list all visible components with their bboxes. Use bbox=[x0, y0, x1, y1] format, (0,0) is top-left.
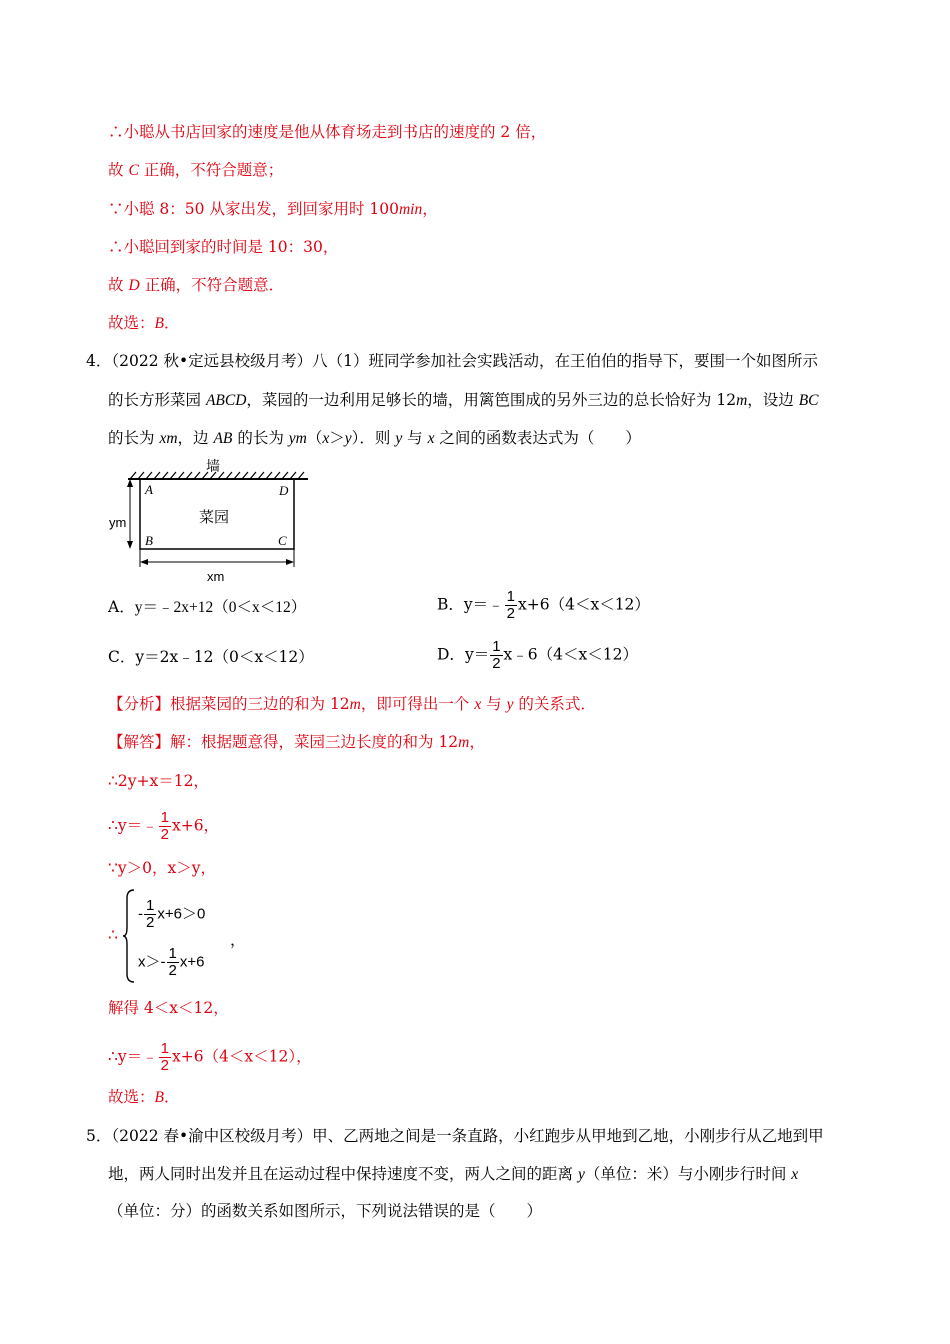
analysis-text: ，即可得出一个 bbox=[360, 695, 475, 713]
fraction-denominator: 2 bbox=[160, 1057, 169, 1074]
option-b[interactable] bbox=[437, 589, 650, 622]
wall-label: 墙 bbox=[206, 458, 220, 474]
question-text: 之间的函数表达式为（ ） bbox=[434, 429, 641, 447]
solution-var: D bbox=[128, 277, 140, 294]
question-var: xm bbox=[159, 430, 178, 447]
solution-step-1 bbox=[108, 771, 209, 791]
analysis-text: 与 bbox=[481, 695, 507, 713]
solution-header-line bbox=[108, 732, 485, 753]
question-number: 5． bbox=[86, 1127, 112, 1145]
therefore-symbol: ∴ bbox=[108, 926, 118, 944]
solution-text: 故 bbox=[108, 276, 129, 294]
option-b-fraction bbox=[505, 589, 517, 622]
question-text: （ bbox=[306, 429, 323, 447]
solution-text: ∴2y+x＝12， bbox=[108, 772, 209, 790]
answer-var: B bbox=[154, 315, 164, 332]
question-var: y bbox=[577, 1166, 585, 1183]
question-text: ，边 bbox=[177, 429, 214, 447]
solution-step-4 bbox=[108, 998, 229, 1018]
question-text: 的长为 bbox=[108, 429, 160, 447]
question-text: （单位：分）的函数关系如图所示，下列说法错误的是（ ） bbox=[108, 1202, 543, 1220]
analysis-var: m bbox=[349, 696, 361, 713]
question-var: ABCD bbox=[205, 392, 247, 409]
question-text: （2022 秋•定远县校级月考）八（1）班同学参加社会实践活动，在王伯伯的指导下，要围一个如图所示 bbox=[111, 352, 819, 370]
option-a-text: y＝﹣2x+12（0＜x＜12） bbox=[134, 599, 307, 616]
solution-var: m bbox=[458, 734, 470, 751]
solution-text: ∴小聪回到家的时间是 10：30， bbox=[108, 238, 339, 256]
inequality-text: x+6 bbox=[179, 953, 205, 971]
garden-diagram-svg bbox=[108, 457, 308, 585]
solution-fraction bbox=[159, 1041, 171, 1074]
solution-step-2 bbox=[108, 810, 219, 843]
question-text: ）．则 bbox=[351, 429, 396, 447]
height-arrow-bottom bbox=[127, 541, 133, 549]
option-a-label: A． bbox=[108, 598, 135, 616]
solution-text: ∵小聪 8：50 从家出发，到回家用时 100 bbox=[108, 200, 399, 218]
height-label: ym bbox=[109, 515, 127, 530]
solution-tag: 【解答】 bbox=[108, 733, 171, 751]
question-text: （单位：米）与小刚步行时间 bbox=[584, 1165, 792, 1183]
option-a[interactable] bbox=[108, 597, 306, 618]
height-arrow-top bbox=[127, 479, 133, 487]
question-text: ，设边 bbox=[747, 391, 799, 409]
answer-text: ． bbox=[163, 1088, 180, 1106]
answer-text: 故选： bbox=[108, 314, 155, 332]
fraction-numerator: 1 bbox=[160, 809, 169, 826]
solution-line bbox=[108, 275, 284, 296]
answer-var: B bbox=[154, 1089, 164, 1106]
solution-step-3 bbox=[108, 858, 216, 878]
question-5-line3 bbox=[108, 1201, 542, 1221]
solution-step-5 bbox=[108, 1041, 312, 1074]
solution-fraction bbox=[159, 810, 171, 843]
question-4-line2 bbox=[108, 390, 819, 411]
solution-line bbox=[108, 160, 283, 181]
system-brace bbox=[122, 888, 136, 984]
solution-text: 正确，不符合题意； bbox=[138, 161, 284, 179]
fraction-denominator: 2 bbox=[146, 914, 155, 931]
fraction-numerator: 1 bbox=[506, 588, 515, 605]
analysis-line bbox=[108, 694, 596, 715]
option-d-post: x﹣6（4＜x＜12） bbox=[503, 645, 638, 664]
question-var: y bbox=[395, 430, 403, 447]
garden-diagram bbox=[108, 457, 308, 585]
inequality-text: x+6＞0 bbox=[157, 905, 206, 923]
question-text: 的长方形菜园 bbox=[108, 391, 206, 409]
solution-text: ， bbox=[469, 733, 485, 751]
option-d-label: D． bbox=[437, 645, 465, 664]
system-comma: ， bbox=[230, 931, 246, 949]
option-d-pre: y＝ bbox=[464, 645, 490, 664]
analysis-tag: 【分析】 bbox=[108, 695, 171, 713]
answer-text: 故选： bbox=[108, 1088, 155, 1106]
vertex-B: B bbox=[145, 533, 153, 548]
question-var: y bbox=[344, 430, 352, 447]
question-text: 与 bbox=[402, 429, 428, 447]
option-d-fraction bbox=[490, 639, 502, 672]
fraction-numerator: 1 bbox=[160, 1040, 169, 1057]
option-c-label: C． bbox=[108, 648, 136, 666]
answer-text: ． bbox=[163, 314, 180, 332]
inequality-system bbox=[108, 888, 248, 984]
inequality-row-2 bbox=[138, 946, 204, 979]
solution-line bbox=[108, 122, 546, 142]
option-b-label: B． bbox=[437, 595, 464, 614]
solution-text: ∵y＞0，x＞y， bbox=[108, 859, 216, 877]
solution-text: ∴小聪从书店回家的速度是他从体育场走到书店的速度的 2 倍， bbox=[108, 123, 547, 141]
fraction-numerator: 1 bbox=[168, 945, 177, 962]
fraction-denominator: 2 bbox=[506, 605, 515, 622]
option-c-text: y＝2x﹣12（0＜x＜12） bbox=[135, 648, 314, 666]
option-c[interactable] bbox=[108, 647, 314, 667]
question-text: （2022 春•渝中区校级月考）甲、乙两地之间是一条直路，小红跑步从甲地到乙地，小刚步行从乙地到甲 bbox=[111, 1127, 824, 1145]
question-5-line2 bbox=[108, 1164, 798, 1185]
answer-line bbox=[108, 1087, 180, 1108]
solution-line bbox=[108, 199, 438, 220]
fraction-numerator: 1 bbox=[492, 638, 501, 655]
analysis-text: 的关系式． bbox=[513, 695, 596, 713]
inequality-fraction bbox=[167, 946, 179, 979]
width-arrow-right bbox=[286, 559, 294, 565]
solution-var: C bbox=[128, 162, 139, 179]
solution-text: x+6（4＜x＜12）， bbox=[171, 1047, 312, 1066]
width-arrow-left bbox=[140, 559, 148, 565]
inequality-fraction bbox=[144, 898, 156, 931]
question-var: x bbox=[791, 1166, 799, 1183]
question-number: 4． bbox=[86, 352, 112, 370]
question-var: m bbox=[736, 392, 748, 409]
analysis-var: x bbox=[474, 696, 482, 713]
question-var: x bbox=[427, 430, 435, 447]
solution-text: ， bbox=[422, 200, 438, 218]
answer-line bbox=[108, 313, 180, 334]
question-var: AB bbox=[213, 430, 233, 447]
inequality-text: x＞- bbox=[138, 953, 166, 971]
question-5-line1 bbox=[86, 1126, 824, 1146]
option-b-pre: y＝﹣ bbox=[463, 595, 504, 614]
fraction-denominator: 2 bbox=[492, 655, 501, 672]
vertex-D: D bbox=[279, 483, 289, 498]
solution-line bbox=[108, 237, 338, 257]
inequality-text: - bbox=[138, 905, 143, 923]
inequality-row-1 bbox=[138, 898, 205, 931]
fraction-denominator: 2 bbox=[168, 962, 177, 979]
solution-text: ∴y＝﹣ bbox=[108, 1047, 158, 1066]
width-label: xm bbox=[207, 569, 225, 584]
question-text: 地，两人同时出发并且在运动过程中保持速度不变，两人之间的距离 bbox=[108, 1165, 578, 1183]
option-b-post: x+6（4＜x＜12） bbox=[518, 595, 650, 614]
vertex-A: A bbox=[145, 482, 153, 497]
option-d[interactable] bbox=[437, 639, 638, 672]
solution-text: 解得 4＜x＜12， bbox=[108, 999, 229, 1017]
vertex-C: C bbox=[278, 533, 287, 548]
question-var: x bbox=[322, 430, 330, 447]
question-4-line1 bbox=[86, 351, 818, 371]
solution-text: 故 bbox=[108, 161, 129, 179]
fraction-denominator: 2 bbox=[160, 826, 169, 843]
question-text: ＞ bbox=[329, 429, 345, 447]
question-4-line3 bbox=[108, 428, 641, 449]
garden-label: 菜园 bbox=[199, 509, 230, 526]
solution-text: x+6， bbox=[171, 816, 220, 835]
analysis-var: y bbox=[506, 696, 514, 713]
question-text: ，菜园的一边利用足够长的墙，用篱笆围成的另外三边的总长恰好为 12 bbox=[246, 391, 737, 409]
solution-text: ∴y＝﹣ bbox=[108, 816, 158, 835]
question-var: BC bbox=[798, 392, 819, 409]
analysis-text: 根据菜园的三边的和为 12 bbox=[170, 695, 350, 713]
solution-var: min bbox=[398, 201, 423, 218]
solution-text: 正确，不符合题意． bbox=[139, 276, 285, 294]
solution-text: 解：根据题意得，菜园三边长度的和为 12 bbox=[170, 733, 459, 751]
fraction-numerator: 1 bbox=[146, 897, 155, 914]
question-text: 的长为 bbox=[232, 429, 289, 447]
question-var: ym bbox=[288, 430, 307, 447]
